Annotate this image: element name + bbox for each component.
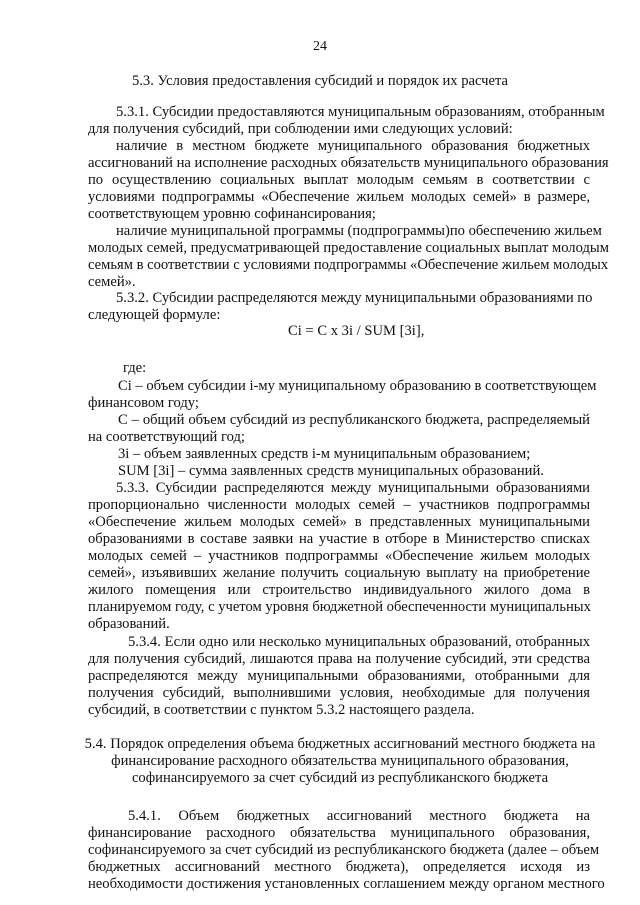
definition-line: финансовом году; [88,395,199,411]
paragraph-line: для получения субсидий, лишаются права на получение субсидий, эти средства [88,651,590,667]
paragraph-line: финансирование расходного обязательства муниципального образования, [88,825,590,841]
paragraph-line: распределяются между муниципальными образованиями, отобранными для [88,668,590,684]
paragraph-line: наличие в местном бюджете муниципального образования бюджетных [116,138,590,154]
paragraph-line: планируемом году, с учетом уровня бюджетной обеспеченности муниципальных [88,599,591,615]
definition-line: Ci – объем субсидии i-му муниципальному образованию в соответствующем [118,378,597,394]
definition-line: на соответствующий год; [88,429,245,445]
paragraph-line: необходимости достижения установленных соглашением между органом местного [88,876,605,892]
paragraph-line: 5.3.4. Если одно или несколько муниципальных образований, отобранных [128,634,590,650]
paragraph-line: бюджетных ассигнований местного бюджета), определяется исходя из [88,859,590,875]
paragraph-line: жилого помещения или строительство индивидуального жилого дома в [88,582,590,598]
paragraph-line: для получения субсидий, при соблюдении ими следующих условий: [88,121,513,137]
definition-line: С – общий объем субсидий из республиканского бюджета, распределяемый [118,412,590,428]
paragraph-line: по осуществлению социальных выплат молодым семьям в соответствии с [88,172,590,188]
definition-line: SUM [3i] – сумма заявленных средств муниципальных образований. [118,463,544,479]
paragraph-line: ассигнований на исполнение расходных обязательств муниципального образования [88,155,609,171]
paragraph-line: наличие муниципальной программы (подпрограммы)по обеспечению жильем [116,223,602,239]
paragraph-line: получения субсидий, выполнившими условия, необходимые для получения [88,685,590,701]
definition-line: 3i – объем заявленных средств i-м муниципальным образованием; [118,446,531,462]
section-heading-5-4: 5.4. Порядок определения объема бюджетных ассигнований местного бюджета на [84,736,596,752]
paragraph-line: «Обеспечение жильем молодых семей» в представленных муниципальными [88,514,590,530]
paragraph-line: 5.3.2. Субсидии распределяются между муниципальными образованиями по [116,290,593,306]
paragraph-line: софинансируемого за счет субсидий из республиканского бюджета (далее – объем [88,842,600,858]
paragraph-line: молодых семей, предусматривающей предоставление социальных выплат молодым [88,240,609,256]
page-number: 24 [313,39,327,54]
paragraph-line: семей». [88,274,136,290]
paragraph-line: 5.4.1. Объем бюджетных ассигнований местного бюджета на [128,808,590,824]
paragraph-line: субсидий, в соответствии с пунктом 5.3.2 настоящего раздела. [88,702,475,718]
paragraph-line: пропорционально численности молодых семей – участников подпрограммы [88,497,590,513]
paragraph-line: соответствующем уровню софинансирования; [88,206,376,222]
paragraph-line: 5.3.1. Субсидии предоставляются муниципальным образованиям, отобранным [116,104,605,120]
paragraph-line: следующей формуле: [88,307,221,323]
paragraph-line: 5.3.3. Субсидии распределяются между муниципальными образованиями [116,480,590,496]
paragraph-line: образованиями в составе заявки на участие в отборе в Министерство списках [88,531,590,547]
section-heading-5-4: софинансируемого за счет субсидий из республиканского бюджета [131,770,549,786]
paragraph-line: условиями подпрограммы «Обеспечение жильем молодых семей» в размере, [88,189,590,205]
paragraph-line: молодых семей – участников подпрограммы «Обеспечение жильем молодых [88,548,590,564]
formula: Ci = C x 3i / SUM [3i], [288,323,425,339]
paragraph-line: образований. [88,616,170,632]
paragraph-line: семьям в соответствии с условиями подпрограммы «Обеспечение жильем молодых [88,257,609,273]
paragraph-line: где: [123,360,147,376]
section-heading-5-3: 5.3. Условия предоставления субсидий и порядок их расчета [131,73,509,89]
paragraph-line: семей», изъявивших желание получить социальную выплату на приобретение [88,565,590,581]
section-heading-5-4: финансирование расходного обязательства муниципального образования, [111,753,569,769]
